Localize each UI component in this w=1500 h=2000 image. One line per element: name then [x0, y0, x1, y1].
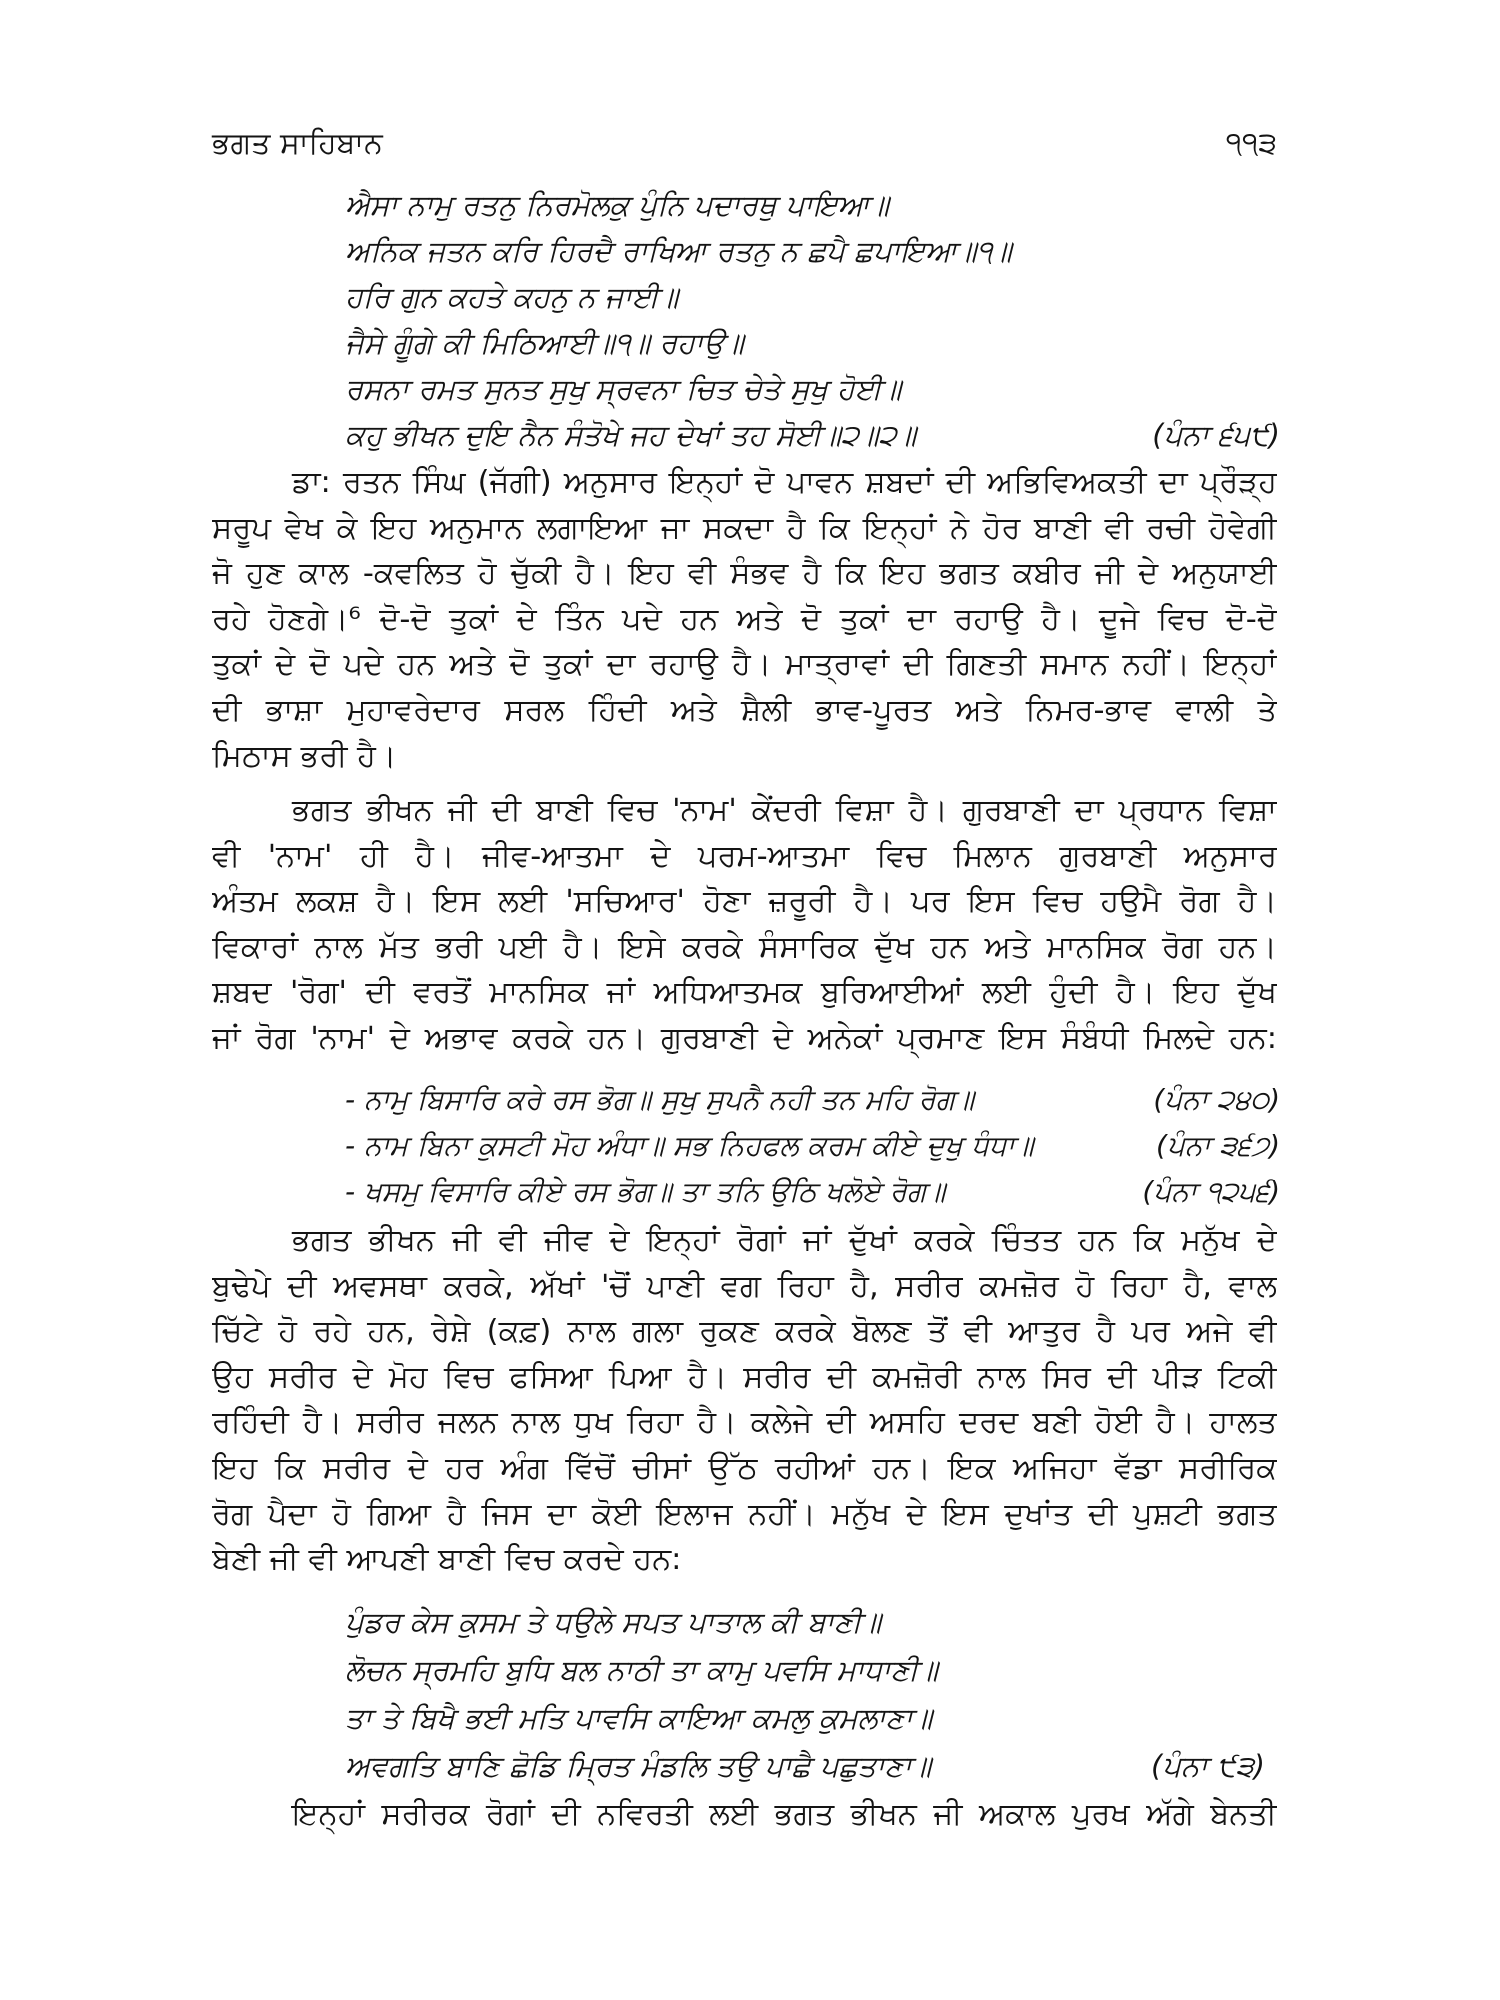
paragraph-line: ਇਹ ਕਿ ਸਰੀਰ ਦੇ ਹਰ ਅੰਗ ਵਿੱਚੋਂ ਚੀਸਾਂ ਉੱਠ ਰਹੀਆਂ ਹਨ। ਇਕ ਅਜਿਹਾ ਵੱਡਾ ਸਰੀਰਿਕ — [212, 1450, 1277, 1486]
paragraph-line: ਇਨ੍ਹਾਂ ਸਰੀਰਕ ਰੋਗਾਂ ਦੀ ਨਵਿਰਤੀ ਲਈ ਭਗਤ ਭੀਖਨ ਜੀ ਅਕਾਲ ਪੁਰਖ ਅੱਗੇ ਬੇਨਤੀ — [292, 1797, 1277, 1832]
paragraph-line: ਦੀ ਭਾਸ਼ਾ ਮੁਹਾਵਰੇਦਾਰ ਸਰਲ ਹਿੰਦੀ ਅਤੇ ਸ਼ੈਲੀ ਭਾਵ-ਪੂਰਤ ਅਤੇ ਨਿਮਰ-ਭਾਵ ਵਾਲੀ ਤੇ — [212, 692, 1277, 728]
paragraph-line: ਚਿੱਟੇ ਹੋ ਰਹੇ ਹਨ, ਰੇਸ਼ੇ (ਕਫ਼) ਨਾਲ ਗਲਾ ਰੁਕਣ ਕਰਕੇ ਬੋਲਣ ਤੋਂ ਵੀ ਆਤੁਰ ਹੈ ਪਰ ਅਜੇ ਵੀ — [212, 1314, 1277, 1350]
citation: - ਖਸਮੁ ਵਿਸਾਰਿ ਕੀਏ ਰਸ ਭੋਗ॥ ਤਾ ਤਨਿ ਉਠਿ ਖਲੋਏ ਰੋਗ॥ (ਪੰਨਾ ੧੨੫੬) — [345, 1169, 1280, 1215]
page-reference: (ਪੰਨਾ ੯੩) — [1150, 1749, 1265, 1783]
citation: - ਨਾਮੁ ਬਿਸਾਰਿ ਕਰੇ ਰਸ ਭੋਗ॥ ਸੁਖੁ ਸੁਪਨੈ ਨਹੀ ਤਨ ਮਹਿ ਰੋਗ॥ (ਪੰਨਾ ੨੪੦) — [345, 1077, 1280, 1123]
paragraph-line: ਸਰੂਪ ਵੇਖ ਕੇ ਇਹ ਅਨੁਮਾਨ ਲਗਾਇਆ ਜਾ ਸਕਦਾ ਹੈ ਕਿ ਇਨ੍ਹਾਂ ਨੇ ਹੋਰ ਬਾਣੀ ਵੀ ਰਚੀ ਹੋਵੇਗੀ — [212, 510, 1277, 546]
paragraph-line: ਬੁਢੇਪੇ ਦੀ ਅਵਸਥਾ ਕਰਕੇ, ਅੱਖਾਂ 'ਚੋਂ ਪਾਣੀ ਵਗ ਰਿਹਾ ਹੈ, ਸਰੀਰ ਕਮਜ਼ੋਰ ਹੋ ਰਿਹਾ ਹੈ, ਵਾਲ — [212, 1268, 1277, 1304]
paragraph-line: ਬੇਣੀ ਜੀ ਵੀ ਆਪਣੀ ਬਾਣੀ ਵਿਚ ਕਰਦੇ ਹਨ: — [212, 1542, 682, 1578]
paragraph-line: ਜੋ ਹੁਣ ਕਾਲ -ਕਵਲਿਤ ਹੋ ਚੁੱਕੀ ਹੈ। ਇਹ ਵੀ ਸੰਭਵ ਹੈ ਕਿ ਇਹ ਭਗਤ ਕਬੀਰ ਜੀ ਦੇ ਅਨੁਯਾਈ — [212, 556, 1277, 592]
verse-line: ਕਹੁ ਭੀਖਨ ਦੁਇ ਨੈਨ ਸੰਤੋਖੇ ਜਹ ਦੇਖਾਂ ਤਹ ਸੋਈ॥੨॥੨॥ (ਪੰਨਾ ੬੫੯) — [345, 413, 1280, 457]
verse-line: ਲੋਚਨ ਸ੍ਰਮਹਿ ਬੁਧਿ ਬਲ ਨਾਠੀ ਤਾ ਕਾਮੁ ਪਵਸਿ ਮਾਧਾਣੀ॥ — [345, 1653, 938, 1687]
paragraph-line: ਅੰਤਮ ਲਕਸ਼ ਹੈ। ਇਸ ਲਈ 'ਸਚਿਆਰ' ਹੋਣਾ ਜ਼ਰੂਰੀ ਹੈ। ਪਰ ਇਸ ਵਿਚ ਹਉਮੈ ਰੋਗ ਹੈ। — [212, 884, 1277, 920]
paragraph-line: ਜਾਂ ਰੋਗ 'ਨਾਮ' ਦੇ ਅਭਾਵ ਕਰਕੇ ਹਨ। ਗੁਰਬਾਣੀ ਦੇ ਅਨੇਕਾਂ ਪ੍ਰਮਾਣ ਇਸ ਸੰਬੰਧੀ ਮਿਲਦੇ ਹਨ: — [212, 1020, 1277, 1056]
verse-line: ਤਾ ਤੇ ਬਿਖੈ ਭਈ ਮਤਿ ਪਾਵਸਿ ਕਾਇਆ ਕਮਲੁ ਕੁਮਲਾਣਾ॥ — [345, 1701, 933, 1735]
paragraph-line: ਡਾ: ਰਤਨ ਸਿੰਘ (ਜੱਗੀ) ਅਨੁਸਾਰ ਇਨ੍ਹਾਂ ਦੋ ਪਾਵਨ ਸ਼ਬਦਾਂ ਦੀ ਅਭਿਵਿਅਕਤੀ ਦਾ ਪ੍ਰੌੜ੍ਹ — [292, 465, 1277, 500]
verse-line: ਐਸਾ ਨਾਮੁ ਰਤਨੁ ਨਿਰਮੋਲਕੁ ਪੁੰਨਿ ਪਦਾਰਥੁ ਪਾਇਆ॥ — [345, 188, 889, 222]
paragraph-line: ਭਗਤ ਭੀਖਨ ਜੀ ਵੀ ਜੀਵ ਦੇ ਇਨ੍ਹਾਂ ਰੋਗਾਂ ਜਾਂ ਦੁੱਖਾਂ ਕਰਕੇ ਚਿੰਤਤ ਹਨ ਕਿ ਮਨੁੱਖ ਦੇ — [292, 1223, 1277, 1258]
paragraph-3 — [212, 1218, 1277, 1583]
verse-line: ਹਰਿ ਗੁਨ ਕਹਤੇ ਕਹਨੁ ਨ ਜਾਈ॥ — [345, 280, 679, 314]
page-reference: (ਪੰਨਾ ੬੫੯) — [1152, 418, 1280, 452]
verse-line: ਪੁੰਡਰ ਕੇਸ ਕੁਸਮ ਤੇ ਧਉਲੇ ਸਪਤ ਪਾਤਾਲ ਕੀ ਬਾਣੀ॥ — [345, 1605, 882, 1639]
paragraph-line: ਉਹ ਸਰੀਰ ਦੇ ਮੋਹ ਵਿਚ ਫਸਿਆ ਪਿਆ ਹੈ। ਸਰੀਰ ਦੀ ਕਮਜ਼ੋਰੀ ਨਾਲ ਸਿਰ ਦੀ ਪੀੜ ਟਿਕੀ — [212, 1359, 1277, 1395]
paragraph-line: ਤੁਕਾਂ ਦੇ ਦੋ ਪਦੇ ਹਨ ਅਤੇ ਦੋ ਤੁਕਾਂ ਦਾ ਰਹਾਉ ਹੈ। ਮਾਤ੍ਰਾਵਾਂ ਦੀ ਗਿਣਤੀ ਸਮਾਨ ਨਹੀਂ। ਇਨ੍ਹਾਂ — [212, 647, 1277, 683]
paragraph-line: ਸ਼ਬਦ 'ਰੋਗ' ਦੀ ਵਰਤੋਂ ਮਾਨਸਿਕ ਜਾਂ ਅਧਿਆਤਮਕ ਬੁਰਿਆਈਆਂ ਲਈ ਹੁੰਦੀ ਹੈ। ਇਹ ਦੁੱਖ — [212, 975, 1277, 1011]
paragraph-4 — [212, 1792, 1277, 1838]
paragraph-line: ਰਹਿੰਦੀ ਹੈ। ਸਰੀਰ ਜਲਨ ਨਾਲ ਧੁਖ ਰਿਹਾ ਹੈ। ਕਲੇਜੇ ਦੀ ਅਸਹਿ ਦਰਦ ਬਣੀ ਹੋਈ ਹੈ। ਹਾਲਤ — [212, 1405, 1277, 1441]
verse-line: ਅਵਗਤਿ ਬਾਣਿ ਛੋਡਿ ਮ੍ਰਿਤ ਮੰਡਲਿ ਤਉ ਪਾਛੈ ਪਛੁਤਾਣਾ॥ (ਪੰਨਾ ੯੩) — [345, 1744, 1265, 1788]
paragraph-1 — [212, 460, 1277, 779]
page-reference: (ਪੰਨਾ ੨੪੦) — [1153, 1083, 1280, 1116]
paragraph-line: ਮਿਠਾਸ ਭਰੀ ਹੈ। — [212, 738, 397, 774]
verse-line: ਰਸਨਾ ਰਮਤ ਸੁਨਤ ਸੁਖੁ ਸ੍ਰਵਨਾ ਚਿਤ ਚੇਤੇ ਸੁਖੁ ਹੋਈ॥ — [345, 372, 902, 406]
paragraph-line: ਰਹੇ ਹੋਣਗੇ।⁶ ਦੋ-ਦੋ ਤੁਕਾਂ ਦੇ ਤਿੰਨ ਪਦੇ ਹਨ ਅਤੇ ਦੋ ਤੁਕਾਂ ਦਾ ਰਹਾਉ ਹੈ। ਦੂਜੇ ਵਿਚ ਦੋ-ਦੋ — [212, 601, 1277, 637]
paragraph-line: ਵੀ 'ਨਾਮ' ਹੀ ਹੈ। ਜੀਵ-ਆਤਮਾ ਦੇ ਪਰਮ-ਆਤਮਾ ਵਿਚ ਮਿਲਾਨ ਗੁਰਬਾਣੀ ਅਨੁਸਾਰ — [212, 838, 1277, 874]
paragraph-line: ਰੋਗ ਪੈਦਾ ਹੋ ਗਿਆ ਹੈ ਜਿਸ ਦਾ ਕੋਈ ਇਲਾਜ ਨਹੀਂ। ਮਨੁੱਖ ਦੇ ਇਸ ਦੁਖਾਂਤ ਦੀ ਪੁਸ਼ਟੀ ਭਗਤ — [212, 1496, 1277, 1532]
verse-line: ਅਨਿਕ ਜਤਨ ਕਰਿ ਹਿਰਦੈ ਰਾਖਿਆ ਰਤਨੁ ਨ ਛਪੈ ਛਪਾਇਆ॥੧॥ — [345, 234, 1012, 268]
citation: - ਨਾਮ ਬਿਨਾ ਕੁਸਟੀ ਮੋਹ ਅੰਧਾ॥ ਸਭ ਨਿਹਫਲ ਕਰਮ ਕੀਏ ਦੁਖੁ ਧੰਧਾ॥ (ਪੰਨਾ ੩੬੭) — [345, 1123, 1280, 1169]
paragraph-line: ਵਿਕਾਰਾਂ ਨਾਲ ਮੱਤ ਭਰੀ ਪਈ ਹੈ। ਇਸੇ ਕਰਕੇ ਸੰਸਾਰਿਕ ਦੁੱਖ ਹਨ ਅਤੇ ਮਾਨਸਿਕ ਰੋਗ ਹਨ। — [212, 929, 1277, 965]
page-header — [212, 126, 1277, 178]
running-title: ਭਗਤ ਸਾਹਿਬਾਨ — [212, 126, 383, 161]
paragraph-2 — [212, 788, 1277, 1062]
paragraph-line: ਭਗਤ ਭੀਖਨ ਜੀ ਦੀ ਬਾਣੀ ਵਿਚ 'ਨਾਮ' ਕੇਂਦਰੀ ਵਿਸ਼ਾ ਹੈ। ਗੁਰਬਾਣੀ ਦਾ ਪ੍ਰਧਾਨ ਵਿਸ਼ਾ — [292, 793, 1277, 828]
page-number: ੧੧੩ — [1225, 126, 1277, 161]
page-reference: (ਪੰਨਾ ੩੬੭) — [1155, 1129, 1280, 1162]
verse-line: ਜੈਸੇ ਗੂੰਗੇ ਕੀ ਮਿਠਿਆਈ॥੧॥ ਰਹਾਉ॥ — [345, 326, 744, 360]
page-reference: (ਪੰਨਾ ੧੨੫੬) — [1142, 1175, 1280, 1208]
